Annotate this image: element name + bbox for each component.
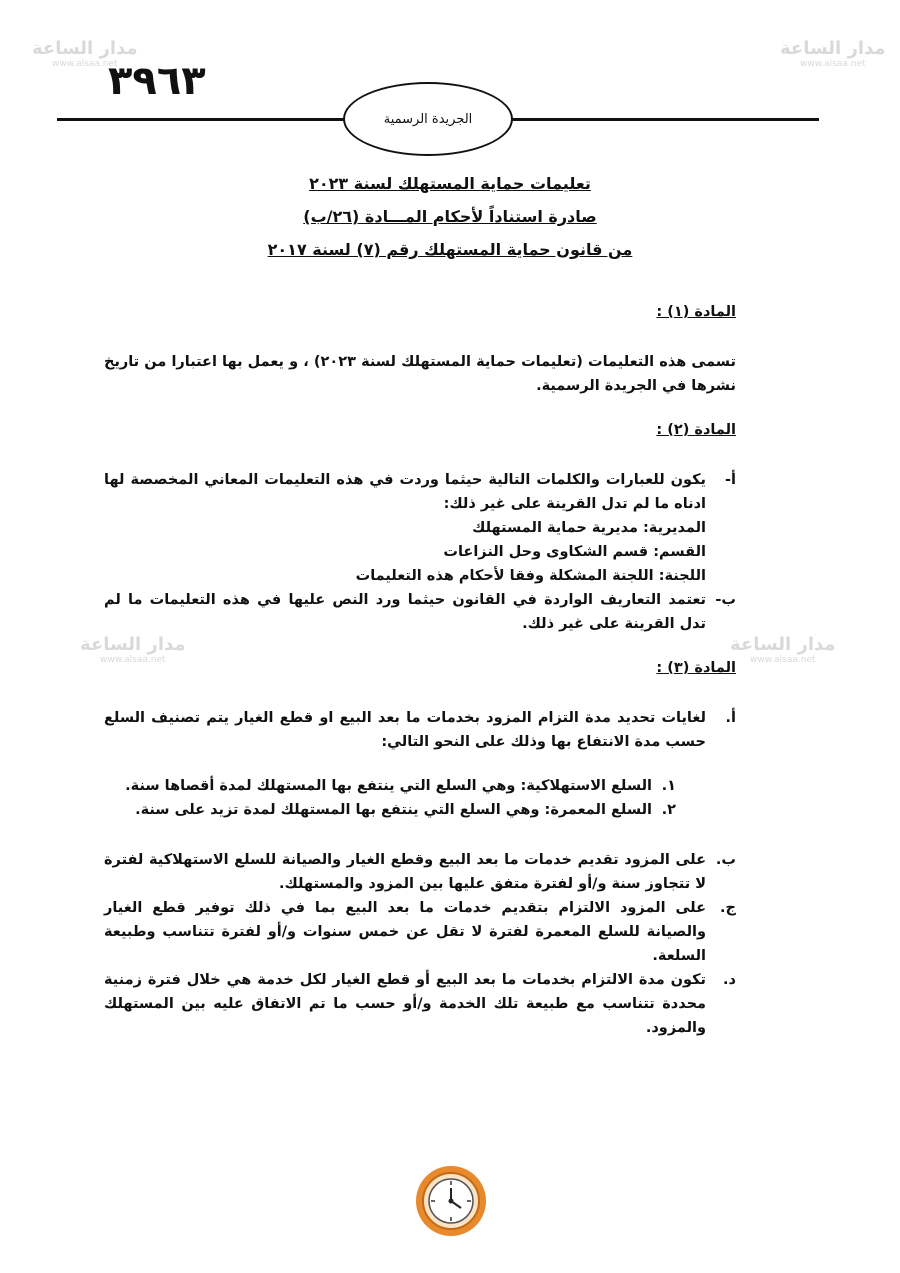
goods-classification-list (104, 774, 736, 822)
article-3-item-b (104, 848, 736, 896)
clock-logo-icon (414, 1164, 488, 1238)
page-number: ٣٩٦٣ (108, 58, 206, 104)
definition-directorate: المديرية: مديرية حماية المستهلك (472, 520, 706, 536)
list-item (104, 798, 676, 822)
article-2-item-a (104, 468, 736, 516)
item-text: على المزود الالتزام بتقديم خدمات ما بعد البيع بما في ذلك توفير قطع الغيار والصيانة للسلع المعمرة لفترة لا تقل عن خمس سنوات و/أو لفترة تتناسب وطبيعة السلعة. (104, 900, 706, 964)
definition-committee: اللجنة: اللجنة المشكلة وفقا لأحكام هذه التعليمات (355, 568, 706, 584)
item-number: ١. (661, 778, 676, 794)
article-1-text: تسمى هذه التعليمات (تعليمات حماية المستهلك لسنة ٢٠٢٣) ، و يعمل بها اعتبارا من تاريخ نشرها في الجريدة الرسمية. (104, 354, 736, 394)
title-line-2: صادرة استناداً لأحكام المـــادة (٢٦/ب) (303, 207, 597, 226)
document-title (0, 174, 900, 273)
article-2-heading: المادة (٢) : (656, 422, 736, 438)
document-body (104, 300, 736, 1040)
article-3-heading: المادة (٣) : (656, 660, 736, 676)
item-text: على المزود تقديم خدمات ما بعد البيع وقطع الغيار والصيانة للسلع الاستهلاكية لفترة لا تتجاوز سنة و/أو لفترة متفق عليها بين المزود والمستهلك. (104, 852, 706, 892)
watermark-middle-left: مدار الساعة www.alsaa.net (80, 634, 186, 665)
item-text: لغايات تحديد مدة التزام المزود بخدمات ما بعد البيع او قطع الغيار يتم تصنيف السلع حسب مدة الانتفاع بها وذلك على النحو التالي: (104, 710, 706, 750)
item-text: السلع المعمرة: وهي السلع التي ينتفع بها المستهلك لمدة تزيد على سنة. (135, 802, 652, 818)
list-item (104, 774, 676, 798)
item-letter: أ. (725, 710, 736, 726)
article-1-heading: المادة (١) : (656, 304, 736, 320)
item-number: ٢. (661, 802, 676, 818)
item-letter: د. (723, 972, 736, 988)
item-letter: أ- (725, 472, 736, 488)
item-text: تعتمد التعاريف الواردة في القانون حيثما ورد النص عليها في هذه التعليمات ما لم تدل القرينة على غير ذلك. (104, 592, 706, 632)
title-line-3: من قانون حماية المستهلك رقم (٧) لسنة ٢٠١٧ (267, 240, 633, 259)
gazette-label: الجريدة الرسمية (343, 82, 513, 156)
article-2-item-b (104, 588, 736, 636)
item-letter: ب. (715, 852, 736, 868)
watermark-middle-right: مدار الساعة www.alsaa.net (730, 634, 836, 665)
article-3-item-d (104, 968, 736, 1040)
article-3-item-c (104, 896, 736, 968)
item-text: السلع الاستهلاكية: وهي السلع التي ينتفع بها المستهلك لمدة أقصاها سنة. (125, 778, 652, 794)
item-text: يكون للعبارات والكلمات التالية حيثما وردت في هذه التعليمات المعاني المخصصة لها ادناه ما لم تدل القرينة على غير ذلك: (104, 472, 706, 512)
title-line-1: تعليمات حماية المستهلك لسنة ٢٠٢٣ (309, 174, 591, 193)
article-3-item-a (104, 706, 736, 754)
definition-section: القسم: قسم الشكاوى وحل النزاعات (443, 544, 706, 560)
watermark-top-left: مدار الساعة www.alsaa.net (32, 38, 138, 69)
item-letter: ج. (720, 900, 736, 916)
watermark-top-right: مدار الساعة www.alsaa.net (780, 38, 886, 69)
item-letter: ب- (715, 592, 736, 608)
item-text: تكون مدة الالتزام بخدمات ما بعد البيع أو قطع الغيار لكل خدمة هي خلال فترة زمنية محددة تتناسب مع طبيعة تلك الخدمة و/أو حسب ما تم الاتفاق عليه بين المستهلك والمزود. (104, 972, 706, 1036)
